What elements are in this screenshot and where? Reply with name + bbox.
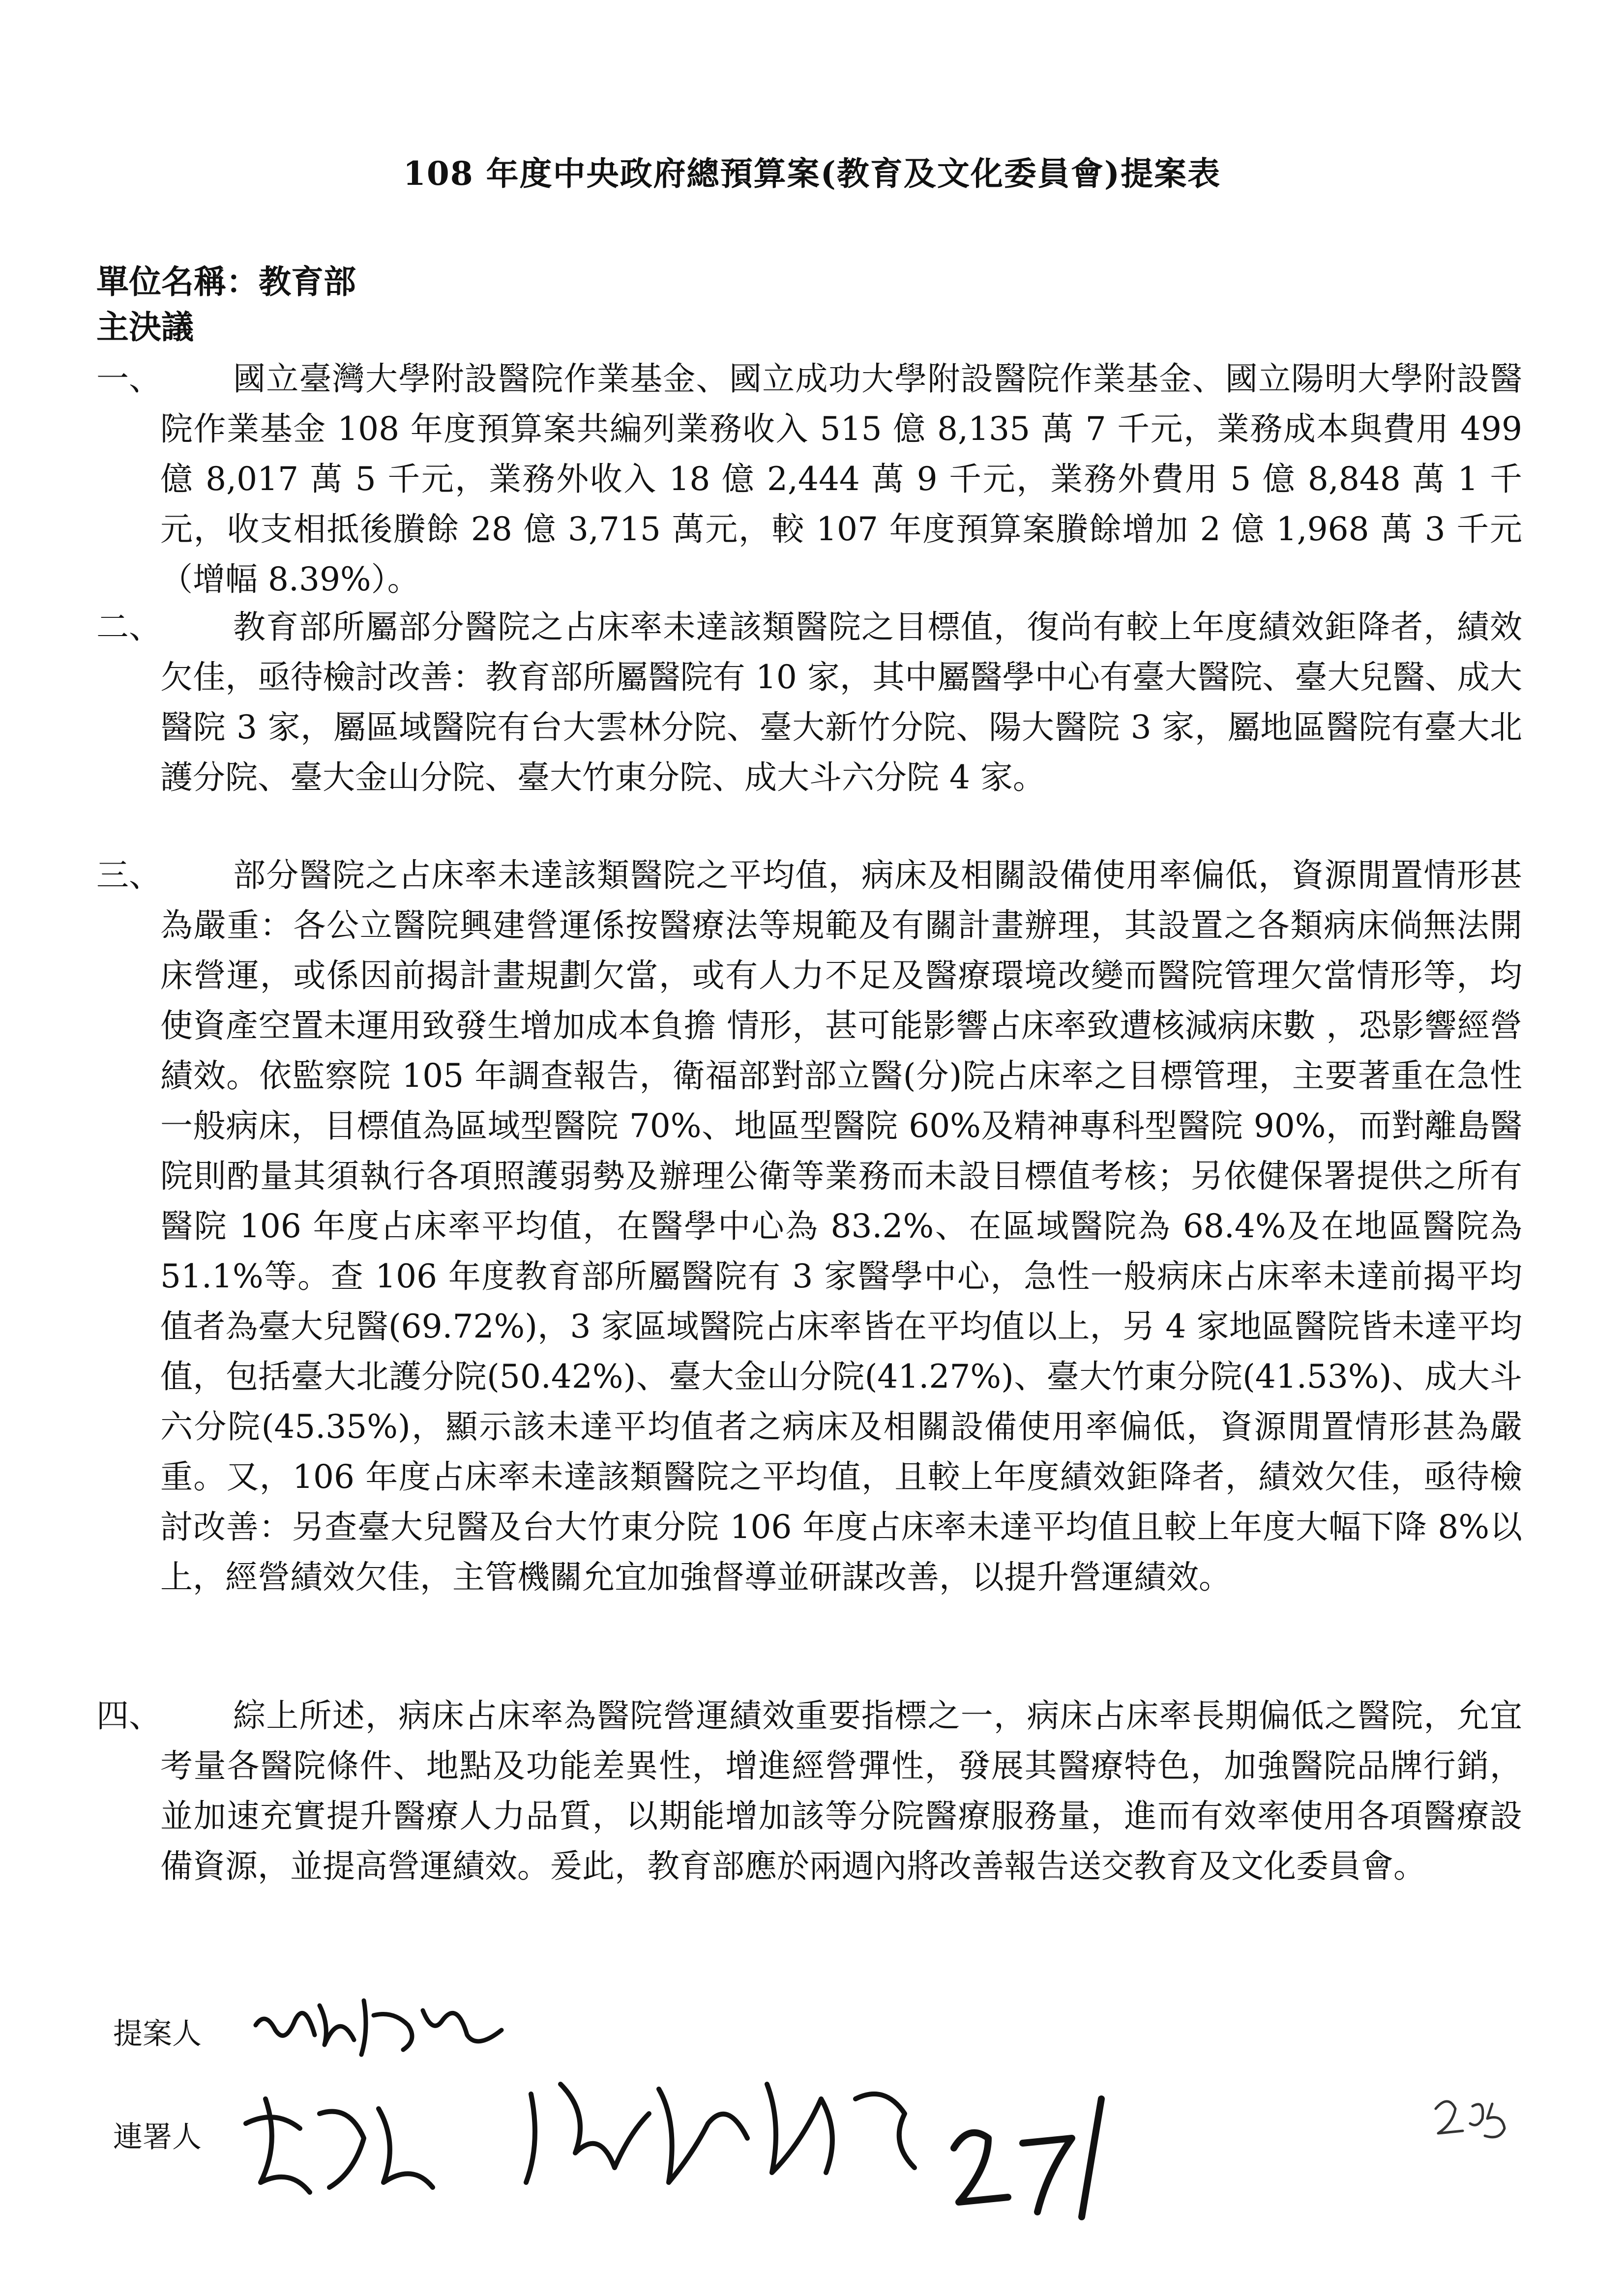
item-text: 部分醫院之占床率未達該類醫院之平均值，病床及相關設備使用率偏低，資源閒置情形甚為嚴重：各公立醫院興建營運係按醫療法等規範及有關計畫辦理，其設置之各類病床倘無法開床營運，或係因前揭計畫規劃欠當，或有人力不足及醫療環境改變而醫院管理欠當情形等，均使資產空置未運用致發生增加成本負擔 情形，甚可能影響占床率致遭核減病床數 ，恐影響經營績效。依監察院 105 年調查報告，衛福部對部立醫(分)院占床率之目標管理，主要著重在急性一般病床，目標值為區域型醫院 70%、地區型醫院 60%及精神專科型醫院 90%，而對離島醫院則酌量其須執行各項照護弱勢及辦理公衛等業務而未設目標值考核；另依健保署提供之所有醫院 106 年度占床率平均值，在醫學中心為 83.2%、在區域醫院為 68.4%及在地區醫院為 51.1%等。查 106 年度教育部所屬醫院有 3 家醫學中心，急性一般病床占床率未達前揭平均值者為臺大兒醫(69.72%)，3 家區域醫院占床率皆在平均值以上，另 4 家地區醫院皆未達平均值，包括臺大北護分院(50.42%)、臺大金山分院(41.27%)、臺大竹東分院(41.53%)、成大斗六分院(45.35%)，顯示該未達平均值者之病床及相關設備使用率偏低，資源閒置情形甚為嚴重。又，106 年度占床率未達該類醫院之平均值，且較上年度績效鉅降者，績效欠佳，亟待檢討改善：另查臺大兒醫及台大竹東分院 106 年度占床率未達平均值且較上年度大幅下降 8%以上，經營績效欠佳，主管機關允宜加強督導並研謀改善，以提升營運績效。 — [160, 856, 1522, 1596]
resolution-item-1 — [96, 354, 1522, 605]
unit-name: 單位名稱：教育部 — [96, 262, 356, 301]
item-number: 二、 — [96, 608, 161, 646]
item-text: 教育部所屬部分醫院之占床率未達該類醫院之目標值，復尚有較上年度績效鉅降者，績效欠佳，亟待檢討改善：教育部所屬醫院有 10 家，其中屬醫學中心有臺大醫院、臺大兒醫、成大醫院 3 家，屬區域醫院有台大雲林分院、臺大新竹分院、陽大醫院 3 家，屬地區醫院有臺大北護分院、臺大金山分院、臺大竹東分院、成大斗六分院 4 家。 — [160, 608, 1522, 796]
item-number: 四、 — [96, 1697, 161, 1735]
handwritten-page-number — [1426, 2084, 1524, 2148]
document-title: 108 年度中央政府總預算案(教育及文化委員會)提案表 — [403, 154, 1221, 193]
item-number: 三、 — [96, 856, 161, 894]
proposer-signature — [246, 1981, 521, 2064]
proposer-label: 提案人 — [113, 2017, 202, 2051]
resolution-item-4 — [96, 1691, 1522, 1891]
cosigner-signatures — [236, 2055, 1269, 2232]
item-text: 綜上所述，病床占床率為醫院營運績效重要指標之一，病床占床率長期偏低之醫院，允宜考量各醫院條件、地點及功能差異性，增進經營彈性，發展其醫療特色，加強醫院品牌行銷，並加速充實提升醫療人力品質，以期能增加該等分院醫療服務量，進而有效率使用各項醫療設備資源，並提高營運績效。爰此，教育部應於兩週內將改善報告送交教育及文化委員會。 — [160, 1697, 1522, 1885]
item-text: 國立臺灣大學附設醫院作業基金、國立成功大學附設醫院作業基金、國立陽明大學附設醫院作業基金 108 年度預算案共編列業務收入 515 億 8,135 萬 7 千元，業務成本與費用 499 億 8,017 萬 5 千元，業務外收入 18 億 2,444 萬 9 千元，業務外費用 5 億 8,848 萬 1 千元，收支相抵後賸餘 28 億 3,715 萬元，較 107 年度預算案賸餘增加 2 億 1,968 萬 3 千元（增幅 8.39%）。 — [160, 360, 1522, 598]
cosigner-label: 連署人 — [113, 2120, 202, 2154]
resolution-item-3 — [96, 850, 1522, 1602]
main-resolution-heading: 主決議 — [96, 308, 194, 346]
resolution-item-2 — [96, 602, 1522, 803]
item-number: 一、 — [96, 360, 161, 398]
